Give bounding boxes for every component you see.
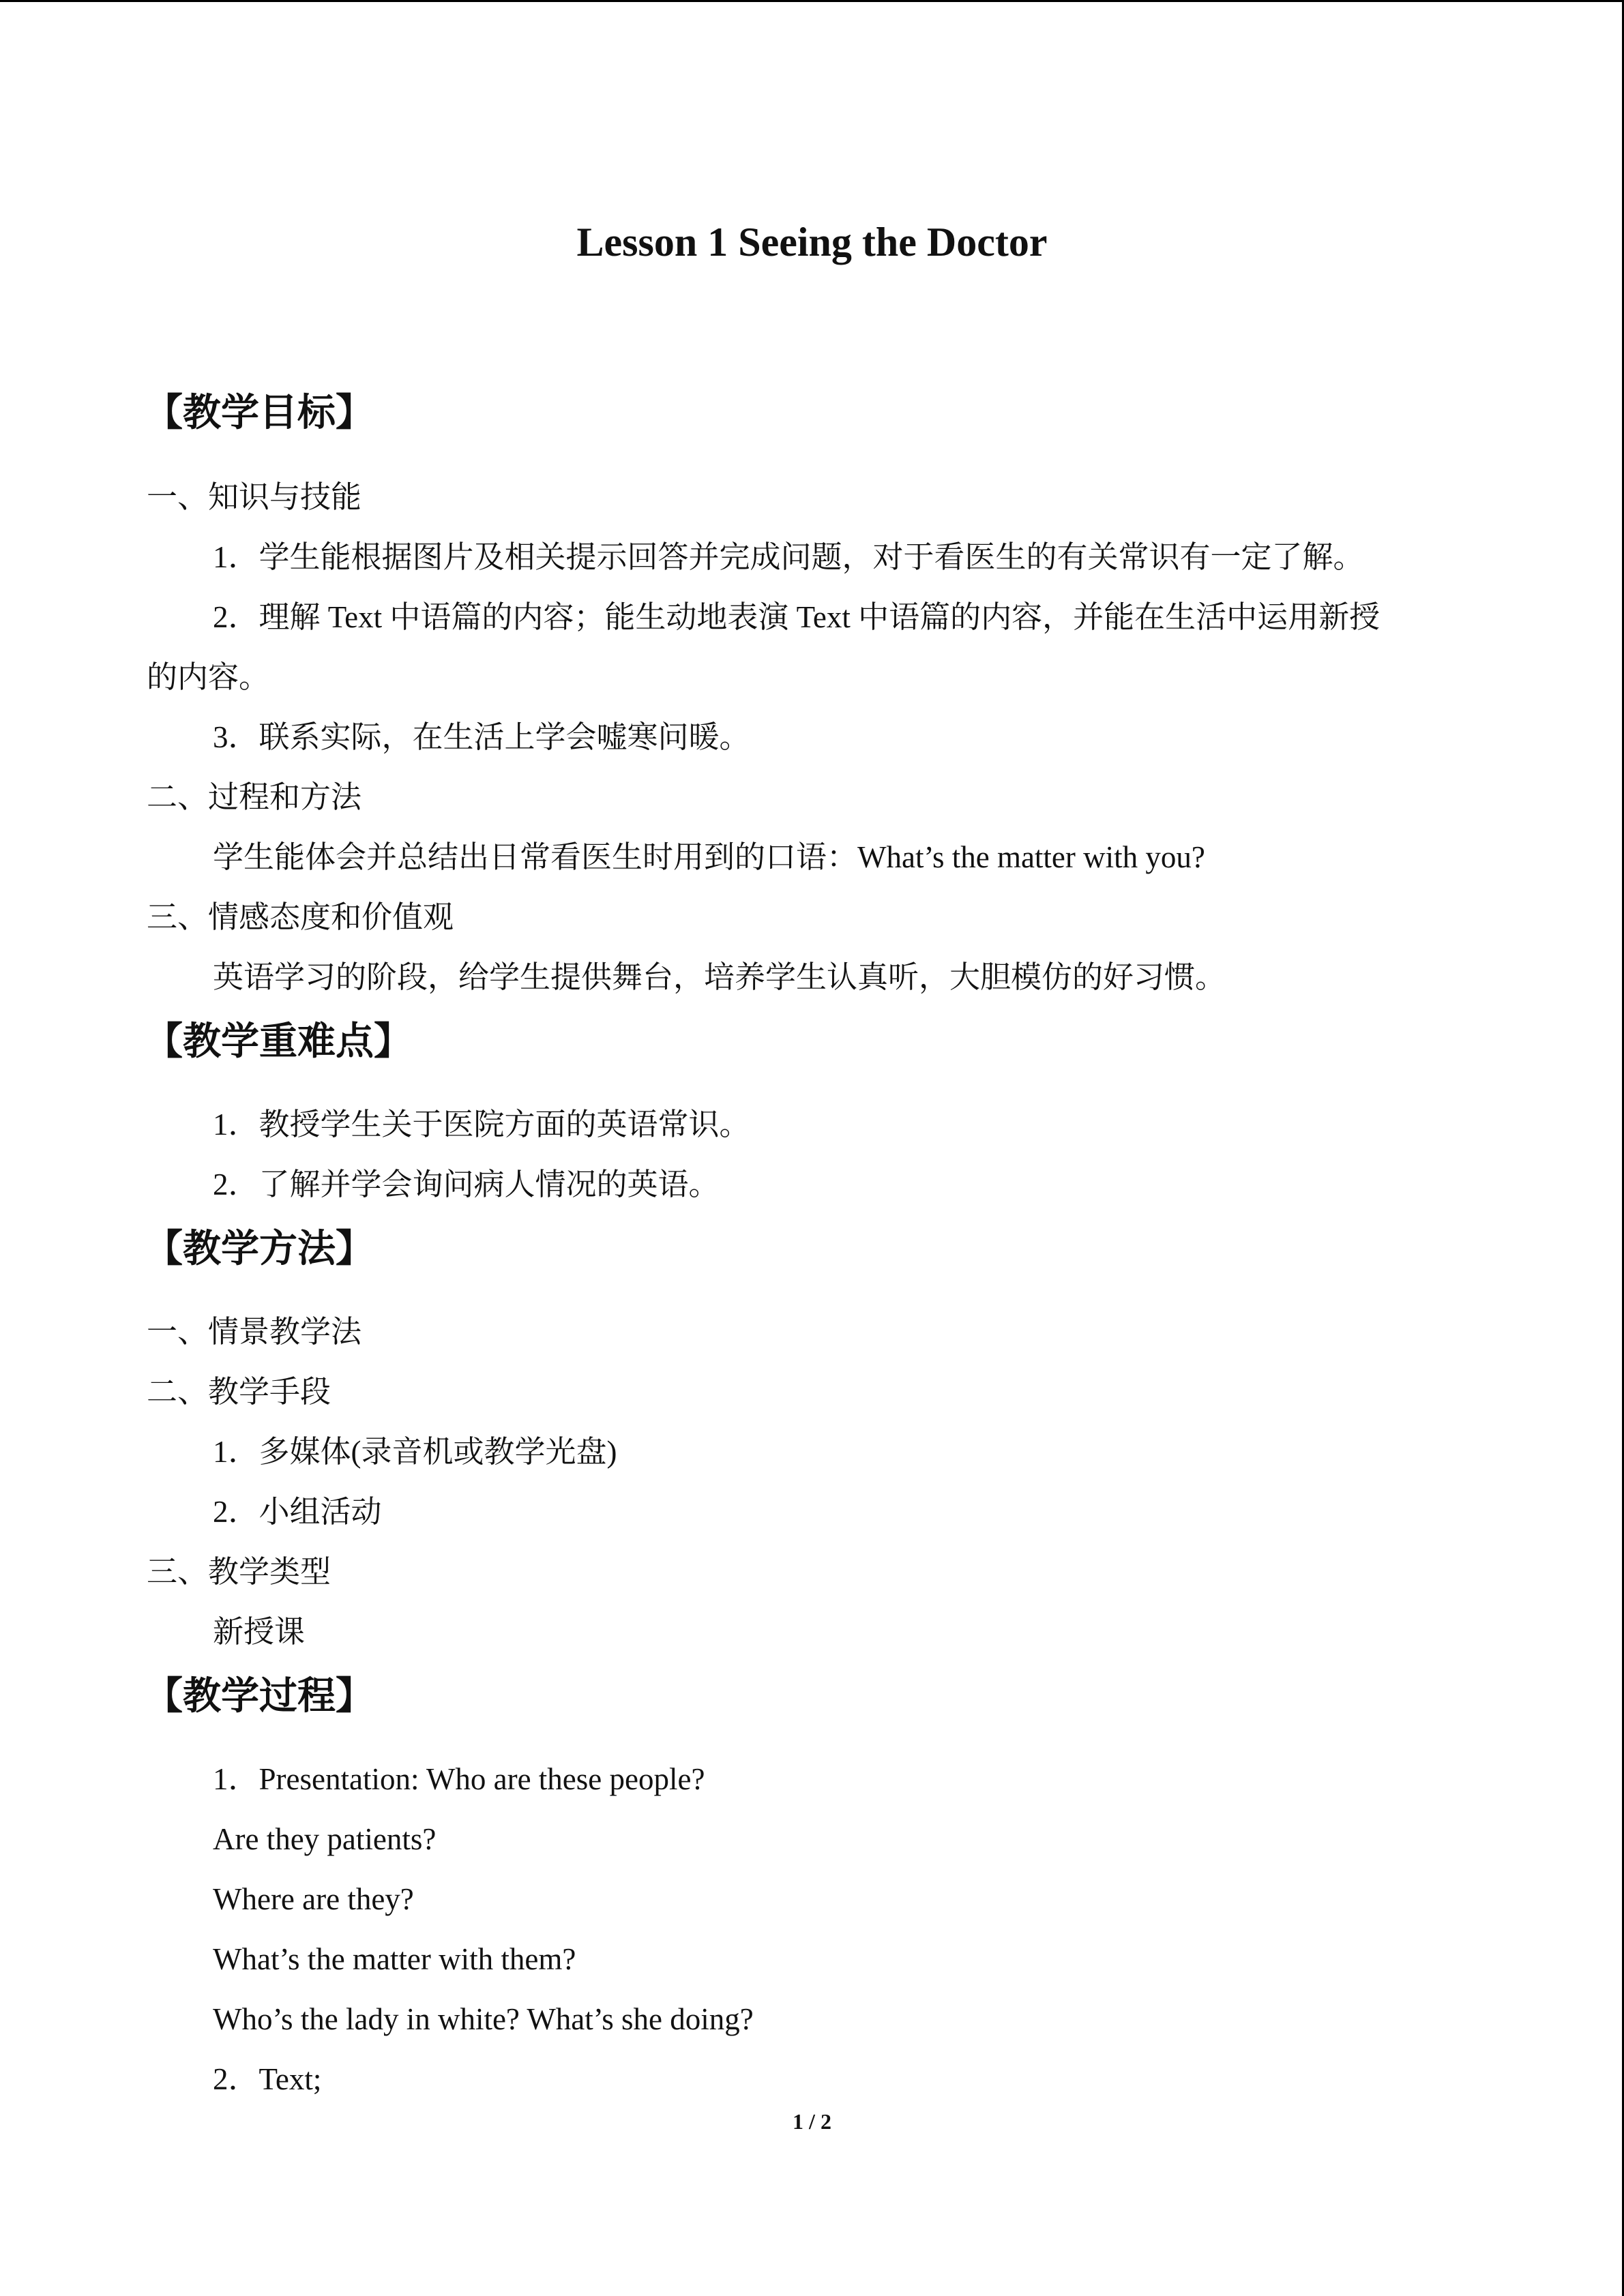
objectives-item-2: 2．理解 Text 中语篇的内容；能生动地表演 Text 中语篇的内容，并能在生活中运用新授 (213, 600, 1381, 634)
methods-part-2: 二、教学手段 (147, 1375, 331, 1409)
section-heading-key-points: 【教学重难点】 (145, 1019, 412, 1064)
process-question-4: Who’s the lady in white? What’s she doing? (213, 2002, 754, 2036)
methods-part-3: 三、教学类型 (147, 1555, 331, 1589)
objectives-part-attitude: 三、情感态度和价值观 (147, 900, 454, 934)
objectives-part-knowledge: 一、知识与技能 (147, 480, 362, 514)
process-item-2: 2．Text; (213, 2062, 322, 2096)
objectives-item-1: 1．学生能根据图片及相关提示回答并完成问题，对于看医生的有关常识有一定了解。 (213, 540, 1364, 574)
page-number: 1 / 2 (793, 2109, 831, 2134)
key-points-item-2: 2．了解并学会询问病人情况的英语。 (213, 1167, 720, 1202)
objectives-process-text: 学生能体会并总结出日常看医生时用到的口语：What’s the matter with you? (213, 840, 1205, 874)
section-heading-methods: 【教学方法】 (145, 1227, 374, 1271)
key-points-item-1: 1．教授学生关于医院方面的英语常识。 (213, 1107, 750, 1142)
methods-type-text: 新授课 (213, 1615, 306, 1649)
document-title: Lesson 1 Seeing the Doctor (576, 220, 1048, 265)
section-heading-objectives: 【教学目标】 (145, 391, 374, 435)
objectives-attitude-text: 英语学习的阶段，给学生提供舞台，培养学生认真听，大胆模仿的好习惯。 (213, 960, 1226, 994)
objectives-item-2-continued: 的内容。 (147, 660, 270, 694)
methods-item-2: 2．小组活动 (213, 1495, 382, 1529)
objectives-part-process: 二、过程和方法 (147, 780, 362, 814)
section-heading-process: 【教学过程】 (145, 1674, 374, 1718)
process-question-1: Are they patients? (213, 1822, 437, 1856)
process-question-3: What’s the matter with them? (213, 1942, 576, 1976)
objectives-item-3: 3．联系实际，在生活上学会嘘寒问暖。 (213, 720, 750, 754)
process-question-2: Where are they? (213, 1882, 414, 1916)
process-item-1: 1．Presentation: Who are these people? (213, 1762, 705, 1796)
methods-item-1: 1．多媒体(录音机或教学光盘) (213, 1435, 617, 1469)
methods-part-1: 一、情景教学法 (147, 1315, 362, 1349)
